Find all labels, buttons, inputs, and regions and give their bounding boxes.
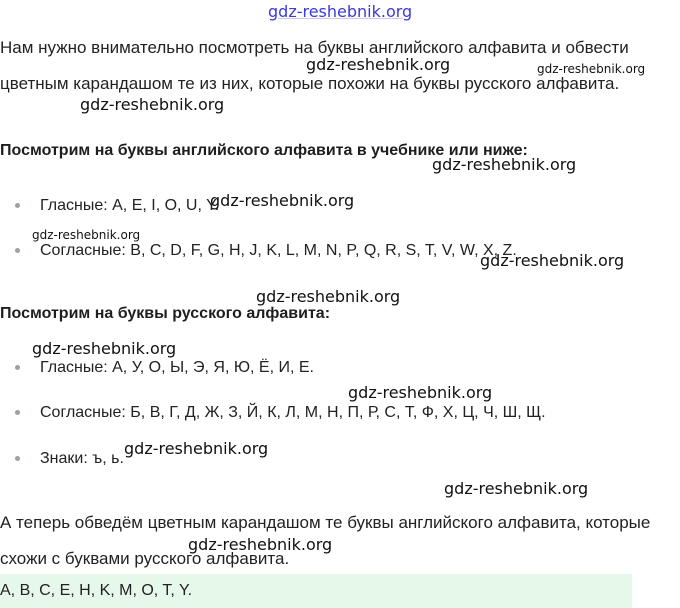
russian-signs: Знаки: ъ, ь. (40, 450, 124, 467)
watermark: gdz-reshebnik.org (256, 287, 401, 306)
english-alphabet-heading: Посмотрим на буквы английского алфавита в учебнике или ниже: (0, 142, 528, 159)
intro-paragraph: Нам нужно внимательно посмотреть на буквы английского алфавита и обвести цветным карандашом те из них, которые похожи на буквы русского алфавита. (0, 38, 629, 93)
watermark: gdz-reshebnik.org (80, 95, 225, 114)
english-vowels: Гласные: A, E, I, O, U, Y. (40, 197, 220, 214)
watermark: gdz-reshebnik.org (210, 191, 355, 210)
bullet-icon (15, 203, 20, 208)
bullet-icon (15, 365, 20, 370)
answer-letters: A, B, C, E, H, K, M, O, T, Y. (0, 582, 193, 599)
watermark: gdz-reshebnik.org (444, 479, 589, 498)
english-consonants: Согласные: B, C, D, F, G, H, J, K, L, M, N, P, Q, R, S, T, V, W, X, Z. (40, 242, 517, 259)
watermark: gdz-reshebnik.org (432, 155, 577, 174)
bullet-icon (15, 248, 20, 253)
answer-box (0, 574, 632, 608)
watermark: gdz-reshebnik.org (188, 535, 333, 554)
watermark: gdz-reshebnik.org (537, 62, 646, 76)
russian-vowels: Гласные: А, У, О, Ы, Э, Я, Ю, Ё, И, Е. (40, 359, 314, 376)
watermark-link[interactable]: gdz-reshebnik.org (268, 2, 413, 21)
watermark: gdz-reshebnik.org (348, 383, 493, 402)
watermark: gdz-reshebnik.org (32, 228, 141, 242)
outro-paragraph: А теперь обведём цветным карандашом те буквы английского алфавита, которые схожи с буквами русского алфавита. (0, 513, 651, 568)
watermark: gdz-reshebnik.org (480, 251, 625, 270)
watermark: gdz-reshebnik.org (306, 55, 451, 74)
watermark: gdz-reshebnik.org (32, 339, 177, 358)
bullet-icon (15, 456, 20, 461)
russian-alphabet-heading: Посмотрим на буквы русского алфавита: (0, 305, 331, 322)
bullet-icon (15, 410, 20, 415)
russian-consonants: Согласные: Б, В, Г, Д, Ж, З, Й, К, Л, М, Н, П, Р, С, Т, Ф, Х, Ц, Ч, Ш, Щ. (40, 404, 546, 421)
watermark: gdz-reshebnik.org (124, 439, 269, 458)
